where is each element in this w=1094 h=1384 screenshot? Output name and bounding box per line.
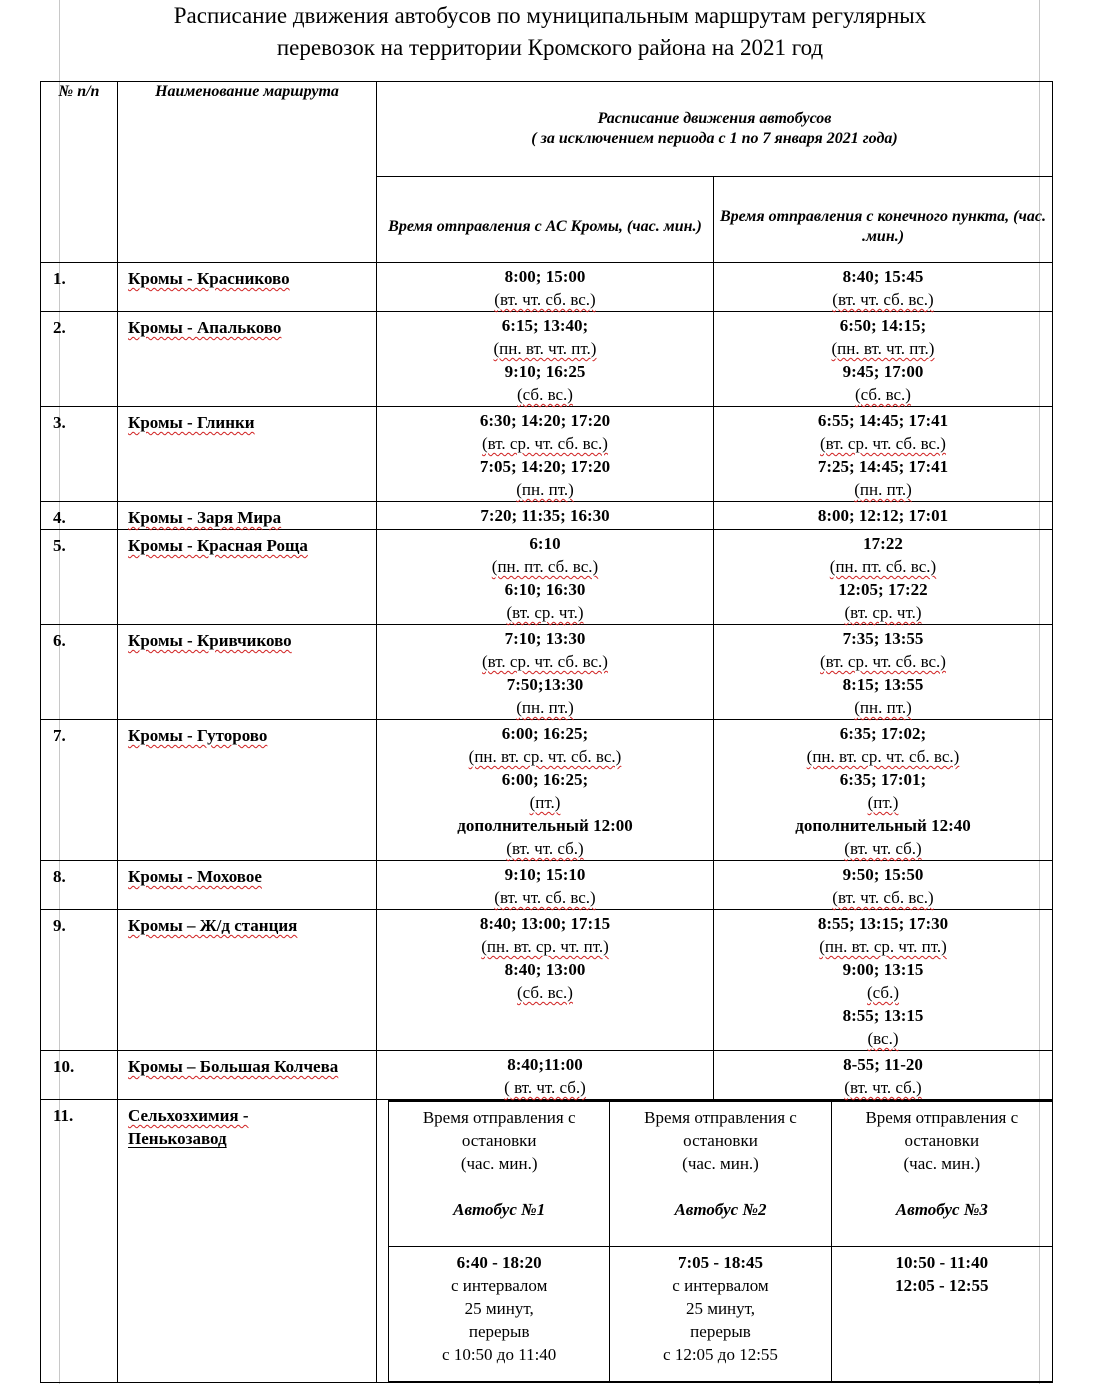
table-row bbox=[41, 502, 1053, 530]
route-name-text: Кромы - Моховое bbox=[128, 867, 262, 886]
departure-days: (сб.) bbox=[867, 983, 899, 1002]
bus-schedule-cell bbox=[377, 1100, 1053, 1383]
departure-times: 8-55; 11-20 bbox=[843, 1055, 923, 1074]
departures-from bbox=[377, 1051, 714, 1100]
departure-times: 9:45; 17:00 bbox=[842, 362, 924, 381]
route-number bbox=[41, 502, 118, 530]
bus-times-1 bbox=[389, 1247, 610, 1382]
departures-to bbox=[714, 861, 1053, 910]
route-number bbox=[41, 312, 118, 407]
departure-times: 6:35; 17:01; bbox=[839, 770, 927, 789]
bus-header-text: Время отправления с bbox=[865, 1108, 1019, 1127]
departure-times: 12:05; 17:22 bbox=[838, 580, 928, 599]
route-name bbox=[118, 910, 377, 1051]
departure-times: 17:22 bbox=[863, 534, 903, 553]
bus-schedule-table bbox=[388, 1100, 1053, 1382]
bus-times-row bbox=[389, 1247, 1053, 1382]
table-row-route-11 bbox=[41, 1100, 1053, 1383]
route-number-text: 3. bbox=[53, 413, 66, 432]
departure-days: (пн. пт. сб. вс.) bbox=[491, 557, 599, 576]
bus-title: Автобус №2 bbox=[674, 1200, 767, 1219]
page-title bbox=[60, 0, 1040, 64]
route-name bbox=[118, 720, 377, 861]
bus-header-text: Время отправления с bbox=[644, 1108, 797, 1127]
route-number-text: 6. bbox=[53, 631, 66, 650]
header-row bbox=[41, 82, 1053, 177]
bus-time-range: 10:50 - 11:40 bbox=[895, 1253, 989, 1272]
route-number bbox=[41, 530, 118, 625]
bus-note: перерыв bbox=[690, 1322, 751, 1341]
route-name bbox=[118, 502, 377, 530]
departure-days: (пн. вт. ср. чт. пт.) bbox=[819, 937, 947, 956]
route-number bbox=[41, 1100, 118, 1383]
route-name-text: Кромы - Глинки bbox=[128, 413, 255, 432]
departure-times: 8:00; 15:00 bbox=[504, 267, 586, 286]
bus-note: 25 минут, bbox=[685, 1299, 756, 1318]
departures-to bbox=[714, 720, 1053, 861]
route-name-text: Кромы - Кривчиково bbox=[128, 631, 292, 650]
route-number-text: 8. bbox=[53, 867, 66, 886]
header-depart-from-text: Время отправления с АС Кромы, (час. мин.) bbox=[388, 217, 702, 235]
header-route-name bbox=[118, 82, 377, 263]
route-name-text: Кромы - Заря Мира bbox=[128, 508, 282, 527]
route-number bbox=[41, 720, 118, 861]
departures-from bbox=[377, 502, 714, 530]
departure-times: 7:25; 14:45; 17:41 bbox=[817, 457, 949, 476]
route-number bbox=[41, 861, 118, 910]
departure-times: 9:10; 15:10 bbox=[504, 865, 586, 884]
departure-times: 7:10; 13:30 bbox=[504, 629, 586, 648]
bus-note: с интервалом bbox=[672, 1276, 769, 1295]
departures-to bbox=[714, 312, 1053, 407]
header-depart-to bbox=[714, 177, 1053, 263]
departure-days: (пн. вт. ср. чт. сб. вс.) bbox=[806, 747, 960, 766]
route-name-text: Кромы - Красниково bbox=[128, 269, 290, 288]
departure-days: (вт. ср. чт. сб. вс.) bbox=[482, 652, 608, 671]
departure-times: 7:05; 14:20; 17:20 bbox=[479, 457, 611, 476]
route-name-text: Кромы - Красная Роща bbox=[128, 536, 308, 555]
departures-to bbox=[714, 263, 1053, 312]
departure-days: (вт. чт. сб. вс.) bbox=[832, 888, 934, 907]
bus-note: 25 минут, bbox=[464, 1299, 534, 1318]
bus-header-text: остановки bbox=[461, 1131, 537, 1150]
departure-times: 8:15; 13:55 bbox=[842, 675, 924, 694]
table-row bbox=[41, 407, 1053, 502]
bus-header-text: (час. мин.) bbox=[460, 1154, 538, 1173]
departure-days: (пн. пт. сб. вс.) bbox=[829, 557, 937, 576]
table-row bbox=[41, 910, 1053, 1051]
route-name bbox=[118, 407, 377, 502]
departure-days: (пн. пт.) bbox=[516, 698, 574, 717]
departure-days: (сб. вс.) bbox=[517, 385, 573, 404]
bus-note: с 10:50 до 11:40 bbox=[442, 1345, 557, 1364]
bus-note: с 12:05 до 12:55 bbox=[663, 1345, 778, 1364]
departure-days: (пт.) bbox=[867, 793, 899, 812]
departures-from bbox=[377, 530, 714, 625]
route-number-text: 5. bbox=[53, 536, 66, 555]
table-row bbox=[41, 530, 1053, 625]
route-name bbox=[118, 625, 377, 720]
departure-times: дополнительный 12:40 bbox=[795, 816, 971, 835]
departure-times: дополнительный 12:00 bbox=[457, 816, 633, 835]
departure-days: (вт. ср. чт.) bbox=[844, 603, 922, 622]
departure-times: 6:10; 16:30 bbox=[504, 580, 586, 599]
bus-title: Автобус №1 bbox=[453, 1200, 546, 1219]
route-name-line1: Сельхозхимия - bbox=[128, 1106, 249, 1125]
departure-days: (пн. вт. чт. пт.) bbox=[831, 339, 935, 358]
bus-note: с интервалом bbox=[450, 1276, 548, 1295]
route-name-text: Кромы - Гуторово bbox=[128, 726, 268, 745]
route-number bbox=[41, 407, 118, 502]
departure-times: 8:40;11:00 bbox=[507, 1055, 583, 1074]
route-name-text: Кромы – Большая Колчева bbox=[128, 1057, 339, 1076]
header-schedule-line1: Расписание движения автобусов bbox=[597, 110, 832, 127]
bus-header-row bbox=[389, 1101, 1053, 1247]
departures-from bbox=[377, 861, 714, 910]
departures-to bbox=[714, 625, 1053, 720]
departure-times: 8:40; 13:00; 17:15 bbox=[479, 914, 611, 933]
departure-days: (пн. пт.) bbox=[854, 698, 912, 717]
bus-times-2 bbox=[610, 1247, 831, 1382]
departure-days: (вт. ср. чт.) bbox=[506, 603, 584, 622]
title-line-1: Расписание движения автобусов по муниципальным маршрутам регулярных bbox=[173, 3, 927, 28]
bus-header-text: (час. мин.) bbox=[903, 1154, 981, 1173]
route-name bbox=[118, 861, 377, 910]
departure-times: 8:40; 13:00 bbox=[504, 960, 586, 979]
departure-times: 6:55; 14:45; 17:41 bbox=[817, 411, 949, 430]
route-name bbox=[118, 312, 377, 407]
table-row bbox=[41, 720, 1053, 861]
table-row bbox=[41, 1051, 1053, 1100]
bus-time-range-2: 12:05 - 12:55 bbox=[895, 1276, 989, 1295]
route-number-text: 7. bbox=[53, 726, 66, 745]
bus-time-range: 6:40 - 18:20 bbox=[456, 1253, 542, 1272]
route-name bbox=[118, 263, 377, 312]
bus-times-3 bbox=[831, 1247, 1052, 1382]
departure-days: (вт. ср. чт. сб. вс.) bbox=[820, 652, 946, 671]
departure-days: (вт. ср. чт. сб. вс.) bbox=[482, 434, 608, 453]
departure-times: 8:00; 12:12; 17:01 bbox=[817, 506, 949, 525]
departures-to bbox=[714, 502, 1053, 530]
table-row bbox=[41, 625, 1053, 720]
bus-header-text: остановки bbox=[904, 1131, 980, 1150]
departure-times: 7:50;13:30 bbox=[506, 675, 584, 694]
departure-days: (пт.) bbox=[529, 793, 561, 812]
departure-times: 8:55; 13:15 bbox=[842, 1006, 924, 1025]
bus-time-range: 7:05 - 18:45 bbox=[678, 1253, 763, 1272]
departure-times: 6:15; 13:40; bbox=[501, 316, 589, 335]
departure-days: (пн. пт.) bbox=[854, 480, 912, 499]
route-name bbox=[118, 530, 377, 625]
route-number-text: 2. bbox=[53, 318, 66, 337]
departures-to bbox=[714, 1051, 1053, 1100]
departures-from bbox=[377, 625, 714, 720]
departure-days: (вт. чт. сб. вс.) bbox=[494, 290, 596, 309]
schedule-table bbox=[40, 81, 1053, 1383]
header-route-name-text: Наименование маршрута bbox=[155, 83, 339, 100]
departures-from bbox=[377, 910, 714, 1051]
header-schedule bbox=[377, 82, 1053, 177]
header-number-text: № п/п bbox=[58, 83, 100, 100]
header-depart-to-text: Время отправления с конечного пункта, (час. .мин.) bbox=[719, 207, 1047, 245]
departure-times: 9:10; 16:25 bbox=[504, 362, 586, 381]
route-number-text: 4. bbox=[53, 508, 66, 527]
bus-header-1 bbox=[389, 1101, 610, 1247]
departure-times: 7:35; 13:55 bbox=[842, 629, 924, 648]
bus-header-3 bbox=[831, 1101, 1052, 1247]
departures-from bbox=[377, 720, 714, 861]
departure-days: (вт. чт. сб. вс.) bbox=[494, 888, 596, 907]
route-number bbox=[41, 1051, 118, 1100]
departure-days: (пн. вт. ср. чт. пт.) bbox=[481, 937, 609, 956]
departure-days: (вт. чт. сб.) bbox=[844, 1078, 922, 1097]
route-name-text: Кромы – Ж/д станция bbox=[128, 916, 298, 935]
departure-times: 7:20; 11:35; 16:30 bbox=[480, 506, 610, 525]
departure-days: (вт. чт. сб. вс.) bbox=[832, 290, 934, 309]
bus-header-text: Время отправления с bbox=[422, 1108, 576, 1127]
departures-from bbox=[377, 263, 714, 312]
route-number-text: 9. bbox=[53, 916, 66, 935]
route-number bbox=[41, 910, 118, 1051]
departures-to bbox=[714, 407, 1053, 502]
header-schedule-line2: ( за исключением периода с 1 по 7 января 2021 года) bbox=[531, 130, 898, 147]
departure-times: 8:55; 13:15; 17:30 bbox=[817, 914, 949, 933]
route-name bbox=[118, 1051, 377, 1100]
departure-times: 6:35; 17:02; bbox=[839, 724, 927, 743]
departure-days: (сб. вс.) bbox=[517, 983, 573, 1002]
departure-days: (пн. пт.) bbox=[516, 480, 574, 499]
departure-days: (сб. вс.) bbox=[855, 385, 911, 404]
departure-times: 9:00; 13:15 bbox=[842, 960, 924, 979]
bus-header-text: остановки bbox=[683, 1131, 758, 1150]
route-number bbox=[41, 263, 118, 312]
departure-times: 6:30; 14:20; 17:20 bbox=[479, 411, 611, 430]
departure-days: (вт. чт. сб.) bbox=[844, 839, 922, 858]
table-row bbox=[41, 861, 1053, 910]
bus-header-2 bbox=[610, 1101, 831, 1247]
departure-times: 8:40; 15:45 bbox=[842, 267, 924, 286]
departure-times: 6:50; 14:15; bbox=[839, 316, 927, 335]
departures-to bbox=[714, 530, 1053, 625]
departure-times: 6:10 bbox=[529, 534, 561, 553]
title-line-2: перевозок на территории Кромского района на 2021 год bbox=[276, 35, 824, 60]
departure-times: 6:00; 16:25; bbox=[501, 770, 589, 789]
departure-days: (пн. вт. чт. пт.) bbox=[493, 339, 597, 358]
bus-header-text: (час. мин.) bbox=[682, 1154, 759, 1173]
route-number bbox=[41, 625, 118, 720]
departure-times: 9:50; 15:50 bbox=[842, 865, 924, 884]
table-row bbox=[41, 263, 1053, 312]
route-name-text: Кромы - Апальково bbox=[128, 318, 282, 337]
header-number bbox=[41, 82, 118, 263]
route-number-text: 11. bbox=[53, 1106, 74, 1125]
departure-days: ( вт. чт. сб.) bbox=[504, 1078, 586, 1097]
departures-from bbox=[377, 312, 714, 407]
departure-days: (вс.) bbox=[867, 1029, 899, 1048]
route-name bbox=[118, 1100, 377, 1383]
departure-times: 6:00; 16:25; bbox=[501, 724, 589, 743]
route-number-text: 1. bbox=[53, 269, 66, 288]
departures-to bbox=[714, 910, 1053, 1051]
departure-days: (вт. ср. чт. сб. вс.) bbox=[820, 434, 946, 453]
departure-days: (вт. чт. сб.) bbox=[506, 839, 584, 858]
departures-from bbox=[377, 407, 714, 502]
bus-title: Автобус №3 bbox=[895, 1200, 988, 1219]
route-name-line2: Пенькозавод bbox=[128, 1129, 227, 1148]
bus-note: перерыв bbox=[468, 1322, 530, 1341]
departure-days: (пн. вт. ср. чт. сб. вс.) bbox=[468, 747, 622, 766]
table-row bbox=[41, 312, 1053, 407]
header-depart-from bbox=[377, 177, 714, 263]
route-number-text: 10. bbox=[53, 1057, 75, 1076]
